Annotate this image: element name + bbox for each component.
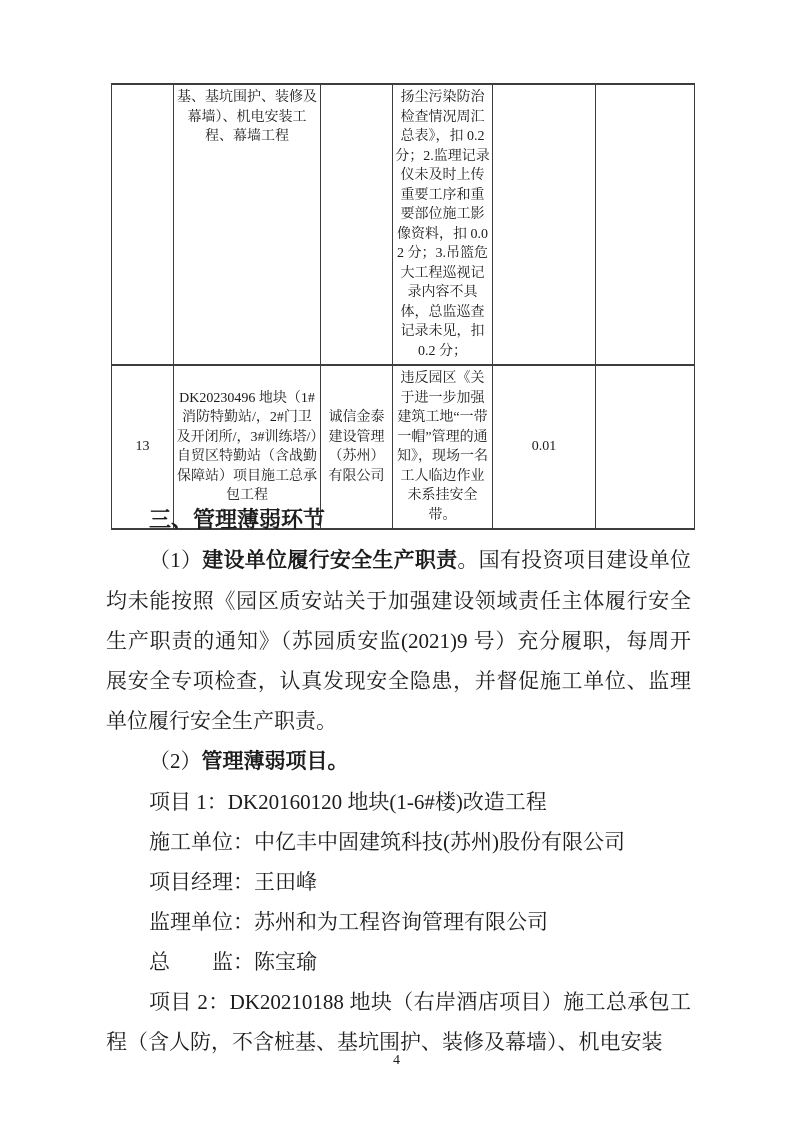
- project1-contractor: 施工单位：中亿丰中固建筑科技(苏州)股份有限公司: [149, 830, 625, 854]
- cell-project-name: 基、基坑围护、装修及幕墙）、机电安装工程、幕墙工程: [174, 84, 321, 365]
- list-index: （1）: [149, 548, 203, 572]
- bold-phrase: 建设单位履行安全生产职责: [202, 549, 458, 572]
- project2-title: 项目 2：DK20210188 地块（右岸酒店项目）施工总承包工程（含人防，不含桩基、基坑围护、装修及幕墙）、机电安装: [106, 990, 691, 1054]
- bold-phrase: 管理薄弱项目。: [201, 750, 349, 773]
- cell-score: 0.01: [493, 365, 596, 529]
- cell-issue: 扬尘污染防治检查情况周汇总表》，扣 0.2 分；2.监理记录仪未及时上传重要工序和重要部位施工影像资料，扣 0.02 分；3.吊篮危大工程巡视记录内容不具体，总监巡查记录未见，扣 0.2 分；: [393, 84, 493, 365]
- cell-number: 13: [112, 365, 174, 529]
- violation-table: [111, 83, 695, 530]
- project1-title: 项目 1：DK20160120 地块(1-6#楼)改造工程: [149, 790, 547, 814]
- paragraph-weak-projects: [106, 741, 691, 782]
- page-number: 4: [393, 1053, 400, 1068]
- cell-number: [112, 84, 174, 365]
- body-text: [106, 500, 691, 1062]
- cell-project-name: DK20230496 地块（1#消防特勤站/，2#门卫及开闭所/，3#训练塔/）自贸区特勤站（含战勤保障站）项目施工总承包工程: [174, 365, 321, 529]
- list-index: （2）: [149, 749, 202, 773]
- cell-score: [493, 84, 596, 365]
- cell-company: [321, 84, 393, 365]
- section-heading: 三、管理薄弱环节: [149, 507, 326, 532]
- cell-extra: [596, 84, 695, 365]
- table-row: [112, 84, 695, 365]
- project1-supervisor: 监理单位：苏州和为工程咨询管理有限公司: [149, 910, 548, 934]
- project1-manager: 项目经理：王田峰: [149, 870, 317, 894]
- project1-chief: 总 监：陈宝瑜: [149, 950, 317, 974]
- paragraph-building-unit-duty: [106, 540, 691, 741]
- paragraph-text: 。国有投资项目建设单位均未能按照《园区质安站关于加强建设领域责任主体履行安全生产职责的通知》（苏园质安监(2021)9 号）充分履职，每周开展安全专项检查，认真发现安全隐患，并督促施工单位、监理单位履行安全生产职责。: [106, 548, 692, 733]
- cell-company: 诚信金泰建设管理（苏州）有限公司: [321, 365, 393, 529]
- cell-issue: 违反园区《关于进一步加强建筑工地“一带一帽”管理的通知》，现场一名工人临边作业未系挂安全带。: [393, 365, 493, 529]
